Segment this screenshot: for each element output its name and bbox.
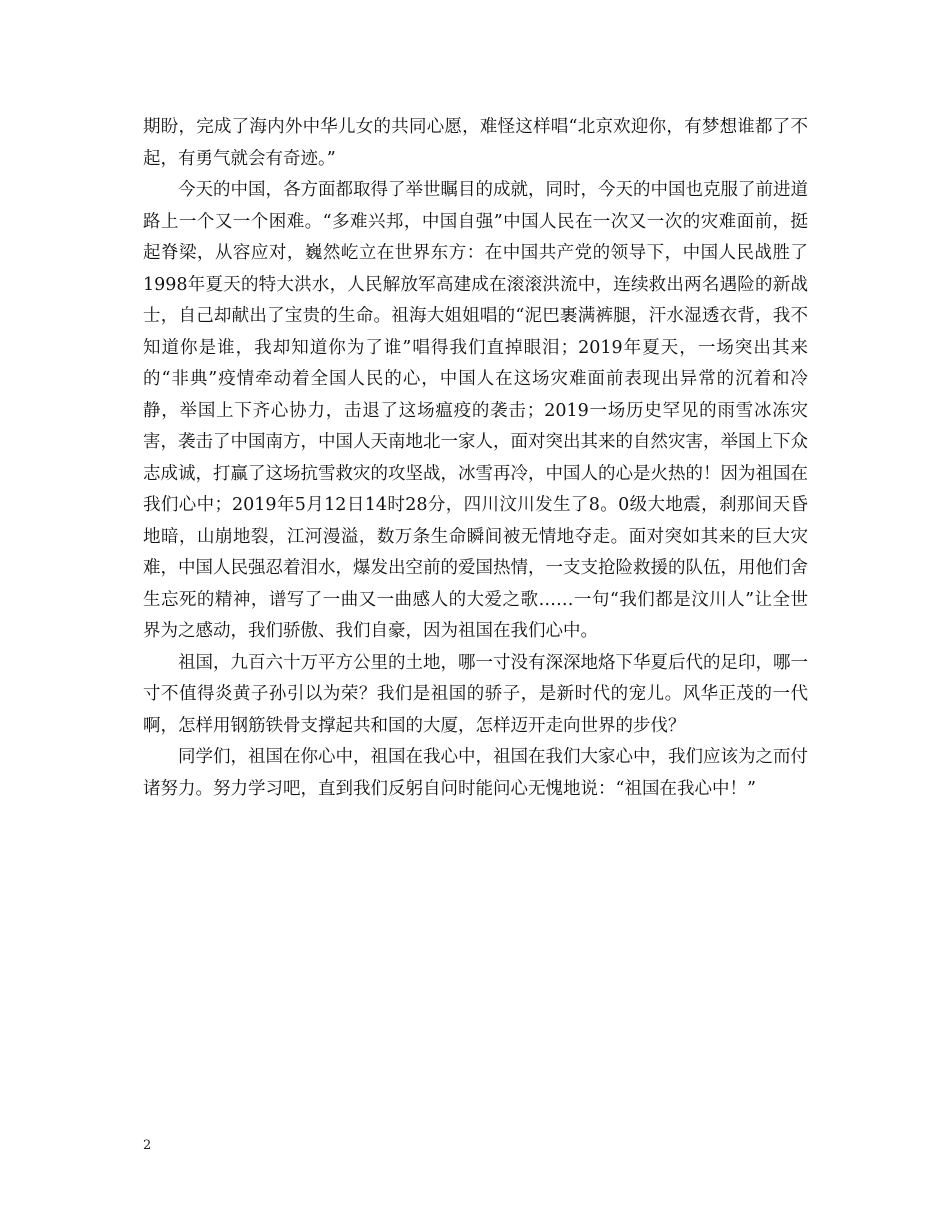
paragraph-3: 祖国，九百六十万平方公里的土地，哪一寸没有深深地烙下华夏后代的足印，哪一寸不值得炎黄子孙引以为荣？我们是祖国的骄子，是新时代的宠儿。风华正茂的一代啊，怎样用钢筋铁骨支撑起共和国的大厦，怎样迈开走向世界的步伐？	[143, 652, 808, 736]
paragraph-2: 今天的中国，各方面都取得了举世瞩目的成就，同时，今天的中国也克服了前进道路上一个又一个困难。“多难兴邦，中国自强”中国人民在一次又一次的灾难面前，挺起脊梁，从容应对，巍然屹立在世界东方：在中国共产党的领导下，中国人民战胜了1998年夏天的特大洪水，人民解放军高建成在滚滚洪流中，连续救出两名遇险的新战士，自己却献出了宝贵的生命。祖海大姐姐唱的“泥巴裹满裤腿，汗水湿透衣背，我不知道你是谁，我却知道你为了谁”唱得我们直掉眼泪；2019年夏天，一场突出其来的“非典”疫情牵动着全国人民的心，中国人在这场灾难面前表现出异常的沉着和冷静，举国上下齐心协力，击退了这场瘟疫的袭击；2019一场历史罕见的雨雪冰冻灾害，袭击了中国南方，中国人天南地北一家人，面对突出其来的自然灾害，举国上下众志成诚，打赢了这场抗雪救灾的攻坚战，冰雪再冷，中国人的心是火热的！因为祖国在我们心中；2019年5月12日14时28分，四川汶川发生了8。0级大地震，刹那间天昏地暗，山崩地裂，江河漫溢，数万条生命瞬间被无情地夺走。面对突如其来的巨大灾难，中国人民强忍着泪水，爆发出空前的爱国热情，一支支抢险救援的队伍，用他们舍生忘死的精神，谱写了一曲又一曲感人的大爱之歌……一句“我们都是汶川人”让全世界为之感动，我们骄傲、我们自豪，因为祖国在我们心中。	[143, 180, 808, 641]
document-body	[143, 112, 808, 805]
paragraph-1: 期盼，完成了海内外中华儿女的共同心愿，难怪这样唱“北京欢迎你，有梦想谁都了不起，有勇气就会有奇迹。”	[143, 117, 808, 169]
paragraph-4: 同学们，祖国在你心中，祖国在我心中，祖国在我们大家心中，我们应该为之而付诸努力。努力学习吧，直到我们反躬自问时能问心无愧地说：“祖国在我心中！”	[143, 747, 808, 799]
page-number: 2	[143, 1138, 152, 1153]
